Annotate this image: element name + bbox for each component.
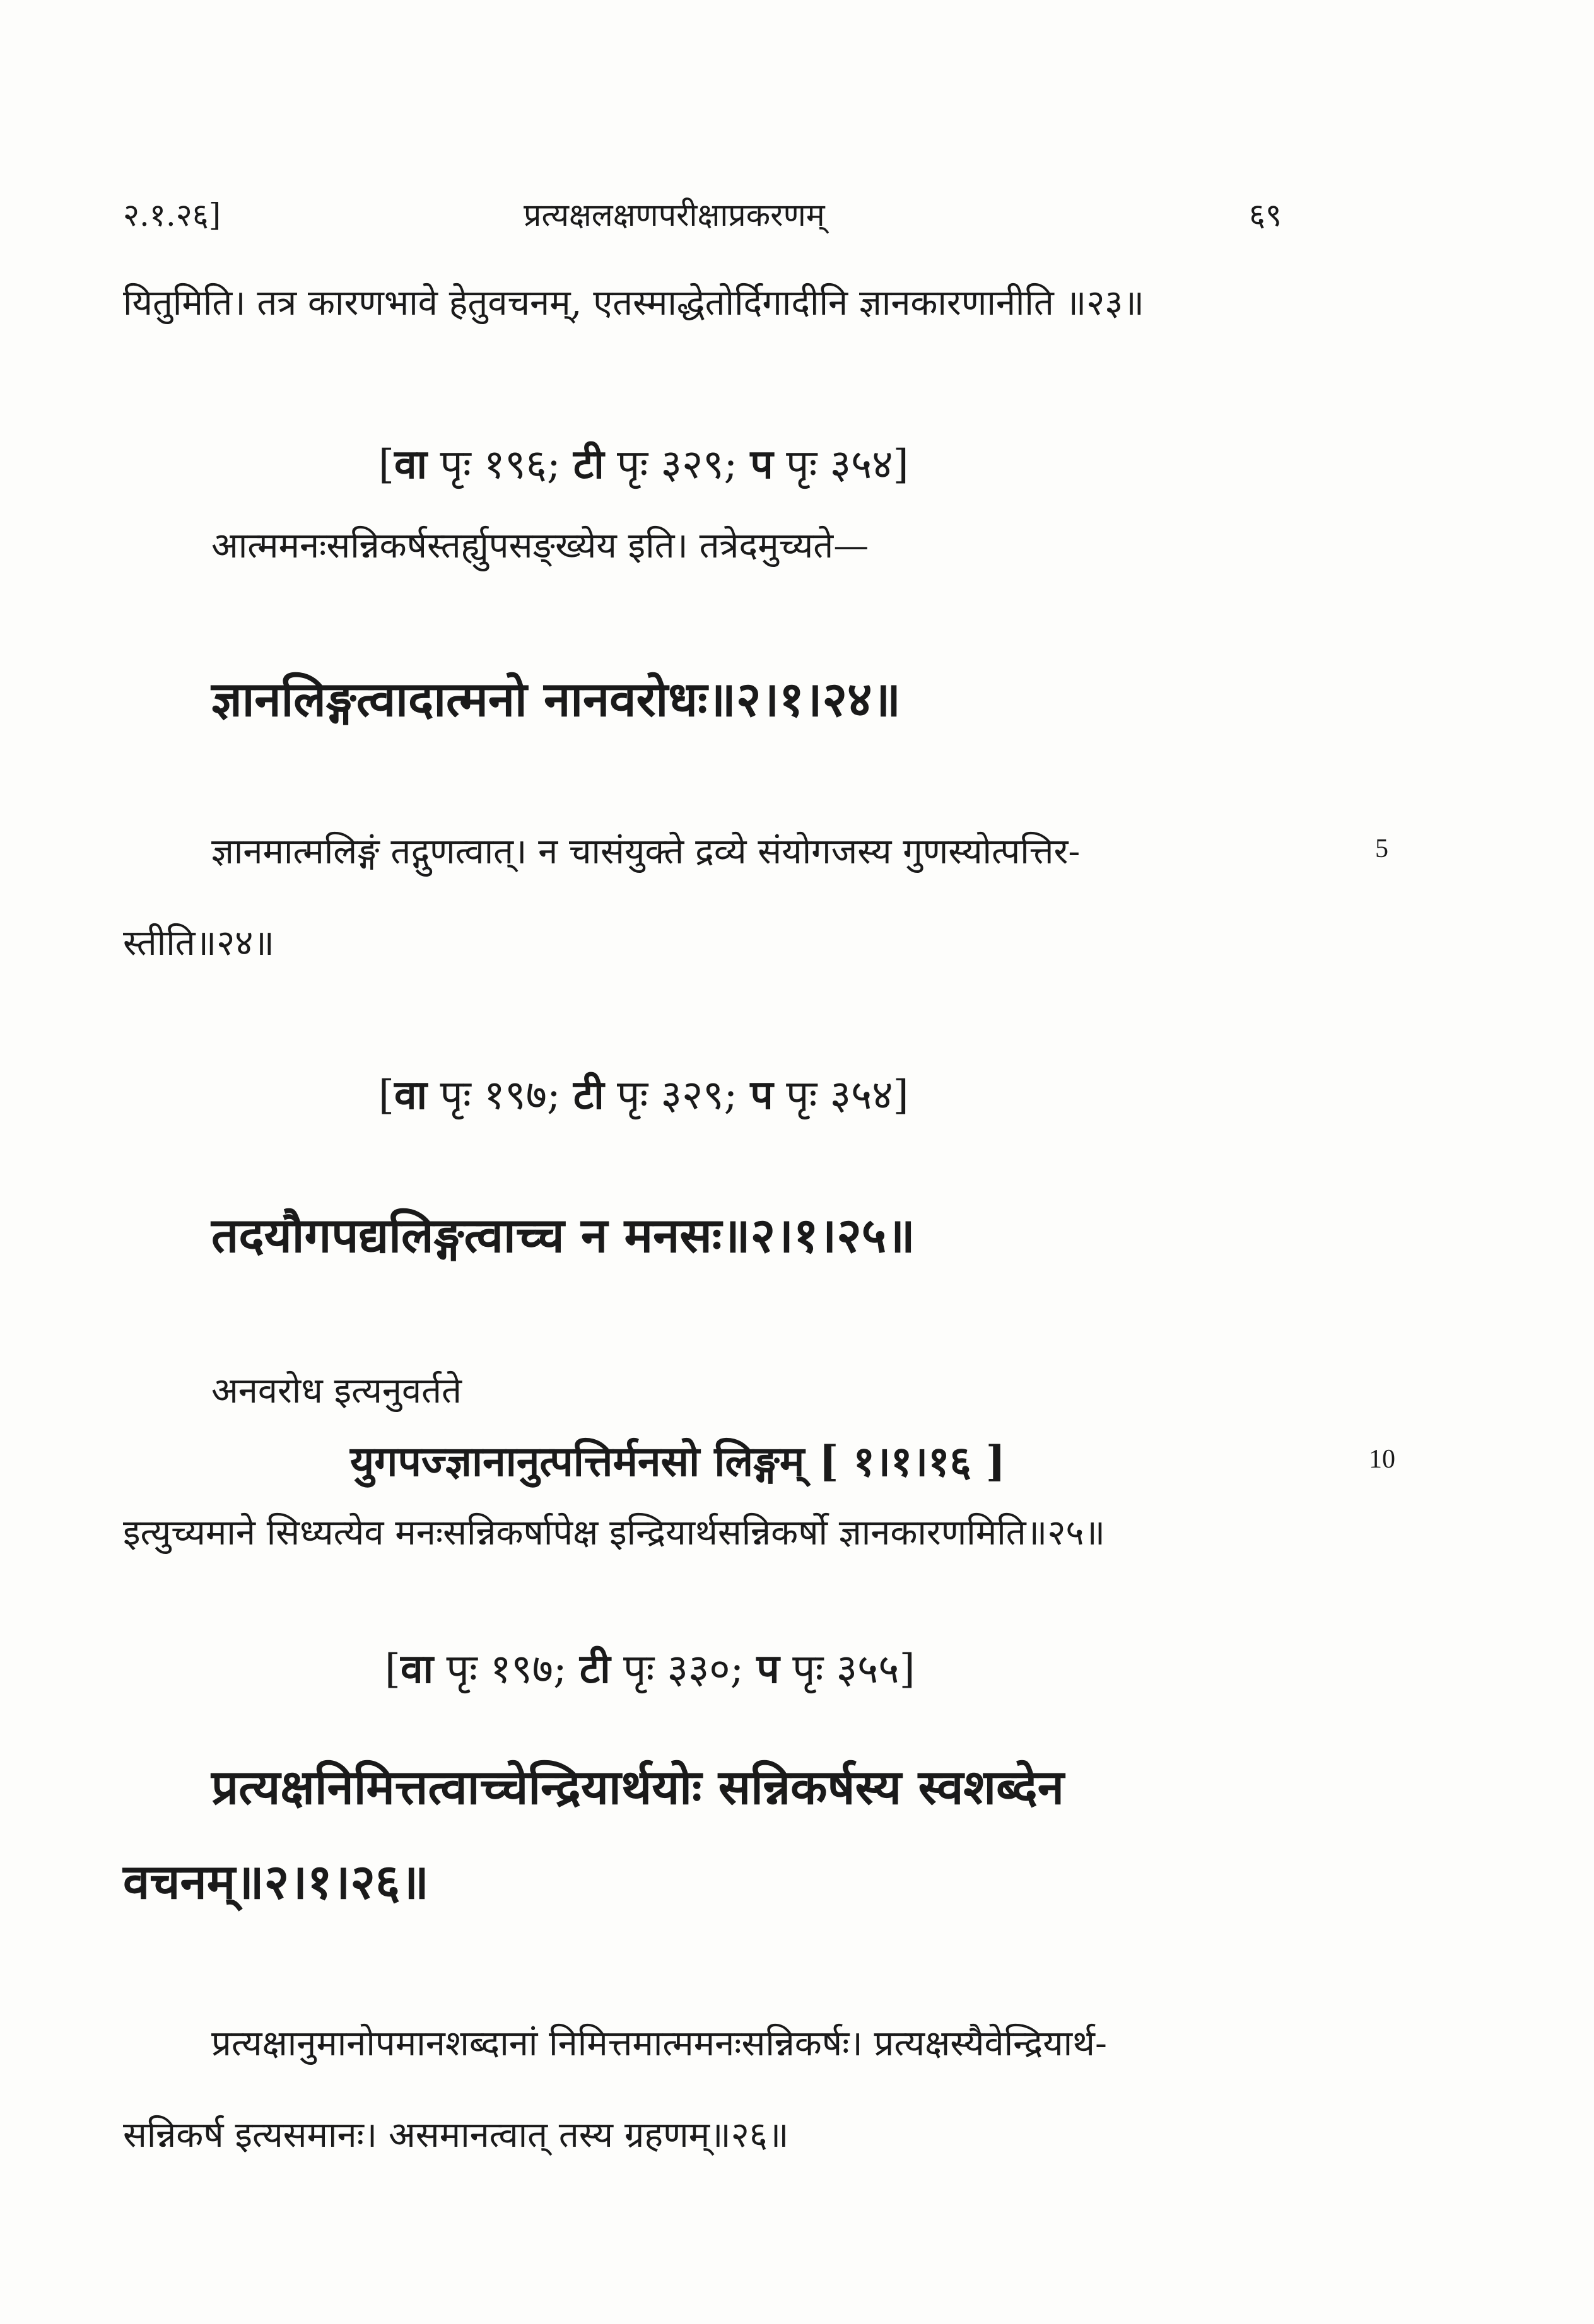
ref-parishuddhi-abbr: प [750,441,773,488]
commentary-24-line-1: ज्ञानमात्मलिङ्गं तद्गुणत्वात्। न चासंयुक्ते द्रव्ये संयोगजस्य गुणस्योत्पत्तिर- [211,831,1081,872]
commentary-26-line-1: प्रत्यक्षानुमानोपमानशब्दानां निमित्तमात्ममनःसन्निकर्षः। प्रत्यक्षस्यैवेन्द्रियार्थ- [211,2023,1107,2064]
reference-line-2 [378,1066,909,1121]
sutra-2-1-26-line-2: वचनम्॥२।१।२६॥ [123,1854,429,1910]
header-chapter-title: प्रत्यक्षलक्षणपरीक्षाप्रकरणम् [524,197,825,233]
ref-vartika-abbr: वा [394,441,428,488]
commentary-23-end: यितुमिति। तत्र कारणभावे हेतुवचनम्, एतस्माद्धेतोर्दिगादीनि ज्ञानकारणानीति ॥२३॥ [123,283,1144,324]
sutra-2-1-24: ज्ञानलिङ्गत्वादात्मनो नानवरोधः॥२।१।२४॥ [211,671,901,727]
ref-tika-page: पृः ३२९; [604,1072,751,1119]
ref-parishuddhi-page: पृः ३५५] [779,1646,915,1693]
ref-vartika-page: पृः १९६; [427,441,573,488]
commentary-preface-24: आत्ममनःसन्निकर्षस्तर्ह्युपसङ्ख्येय इति। तत्रेदमुच्यते— [211,525,869,566]
ref-tika-page: पृः ३३०; [610,1646,757,1693]
ref-open-bracket: [ [385,1646,401,1693]
ref-vartika-abbr: वा [394,1071,428,1119]
ref-open-bracket: [ [378,441,394,488]
sutra-2-1-26-line-1: प्रत्यक्षनिमित्तत्वाच्चेन्द्रियार्थयोः सन्निकर्षस्य स्वशब्देन [211,1759,1064,1815]
ref-tika-abbr: टी [573,1071,604,1119]
ref-tika-abbr: टी [573,441,604,488]
commentary-26-line-2: सन्निकर्ष इत्यसमानः। असमानत्वात् तस्य ग्रहणम्॥२६॥ [123,2115,789,2156]
commentary-24-line-2: स्तीति॥२४॥ [123,923,274,964]
ref-vartika-page: पृः १९७; [433,1646,580,1693]
ref-parishuddhi-page: पृः ३५४] [773,1072,909,1119]
reference-line-3 [385,1640,915,1695]
commentary-25-line-1: अनवरोध इत्यनुवर्तते [211,1370,462,1411]
quoted-sutra-1-1-16: युगपज्ज्ञानानुत्पत्तिर्मनसो लिङ्गम् [ १।१।१६ ] [350,1437,1006,1486]
ref-parishuddhi-abbr: प [750,1071,773,1119]
margin-line-number-5: 5 [1375,834,1388,863]
margin-line-number-10: 10 [1369,1445,1395,1474]
sutra-2-1-25: तदयौगपद्यलिङ्गत्वाच्च न मनसः॥२।१।२५॥ [211,1207,915,1263]
ref-vartika-abbr: वा [400,1645,434,1693]
ref-tika-page: पृः ३२९; [604,441,751,488]
ref-parishuddhi-abbr: प [756,1645,780,1693]
ref-parishuddhi-page: पृः ३५४] [773,441,909,488]
ref-open-bracket: [ [378,1072,394,1119]
header-page-number: ६९ [1249,197,1282,233]
commentary-25-line-2: इत्युच्यमाने सिध्यत्येव मनःसन्निकर्षापेक्ष इन्द्रियार्थसन्निकर्षो ज्ञानकारणमिति॥२५॥ [123,1512,1105,1553]
ref-vartika-page: पृः १९७; [427,1072,573,1119]
header-section-ref: २.१.२६] [123,197,221,233]
reference-line-1 [378,435,909,490]
ref-tika-abbr: टी [579,1645,611,1693]
